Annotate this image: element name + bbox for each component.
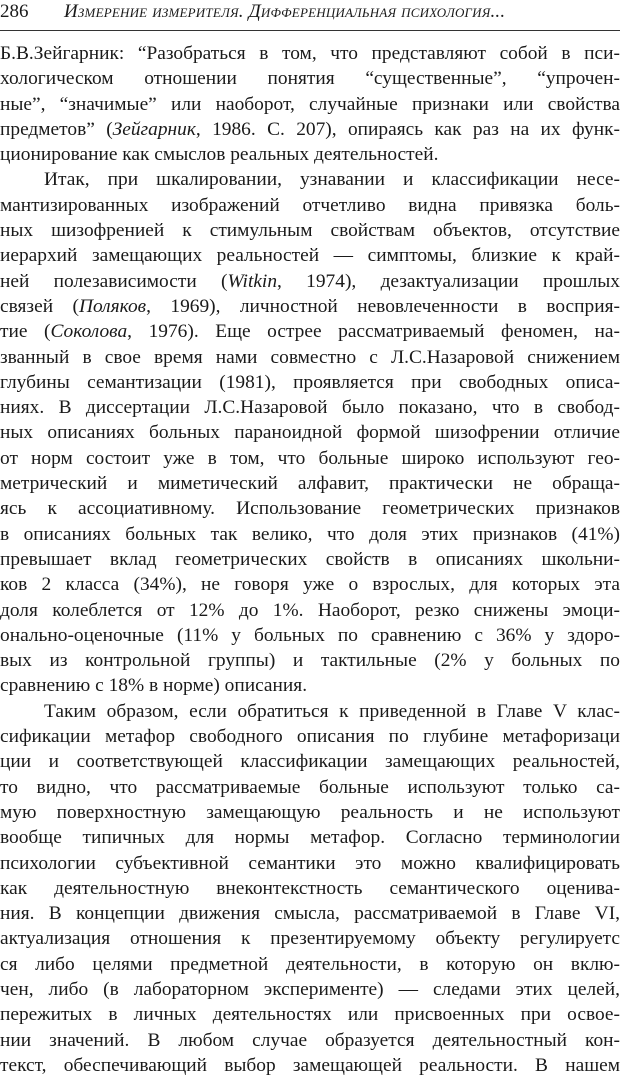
text-run: ных шизофренией к стимульным свойствам объектов, отсутствие xyxy=(0,220,620,242)
text-run: Таким образом, если обратиться к приведенной в Главе V клас- xyxy=(44,700,620,722)
text-run: Б.В.Зейгарник: “Разобраться в том, что представляют собой в пси- xyxy=(0,43,620,64)
text-line xyxy=(0,673,620,698)
text-line xyxy=(0,243,620,268)
text-run: ции и соответствующей классификации замещающих реальностей, xyxy=(0,751,620,773)
text-run: сравнению с 18% в норме) описания. xyxy=(0,675,308,697)
text-line xyxy=(0,345,620,370)
text-line xyxy=(0,294,620,319)
text-run: то видно, что рассматриваемые больные используют только са- xyxy=(0,776,620,798)
text-run: иерархий замещающих реальностей — симптомы, близкие к край- xyxy=(0,245,620,267)
text-line xyxy=(0,117,620,142)
text-line xyxy=(0,699,620,724)
text-line xyxy=(0,749,620,774)
text-line xyxy=(0,66,620,91)
text-run: хологическом отношении понятия “существенные”, “упрочен- xyxy=(0,68,620,90)
text-line xyxy=(0,269,620,294)
text-line xyxy=(0,496,620,521)
text-run: предметов” ( xyxy=(0,118,113,140)
text-run: званный в свое время нами совместно с Л.С.Назаровой снижением xyxy=(0,346,620,368)
text-run: ков 2 класса (34%), не говоря уже о взрослых, для которых эта xyxy=(0,574,620,596)
running-header xyxy=(0,0,620,26)
text-run: мую поверхностную замещающую реальность и не используют xyxy=(0,801,620,823)
text-run: мантизированных изображений отчетливо видна привязка боль- xyxy=(0,194,620,216)
header-rule xyxy=(0,30,620,31)
text-line xyxy=(0,851,620,876)
text-line xyxy=(0,623,620,648)
paragraph xyxy=(0,167,620,698)
text-run: , 1976). Еще острее рассматриваемый феномен, на- xyxy=(127,321,620,343)
text-run: Итак, при шкалировании, узнавании и классификации несе- xyxy=(44,169,620,191)
text-line xyxy=(0,1053,620,1078)
text-run: ней полезависимости ( xyxy=(0,270,228,292)
text-line xyxy=(0,825,620,850)
text-run: вообще типичных для нормы метафор. Согласно терминологии xyxy=(0,827,620,849)
running-title: Измерение измерителя. Дифференциальная психология... xyxy=(64,1,506,22)
text-run: нии значений. В любом случае образуется деятельностный кон- xyxy=(0,1029,620,1051)
text-line xyxy=(0,395,620,420)
text-line xyxy=(0,800,620,825)
text-run: в описаниях больных так велико, что доля этих признаков (41%) xyxy=(0,523,620,545)
text-line xyxy=(0,193,620,218)
text-run: , 1986. С. 207), опираясь как раз на их функ- xyxy=(195,118,620,140)
text-run: ниях. В диссертации Л.С.Назаровой было показано, что в свобод- xyxy=(0,397,620,419)
italic-citation: Соколова xyxy=(50,321,128,343)
text-run: доля колеблется от 12% до 1%. Наоборот, резко снижены эмоци- xyxy=(0,599,620,621)
text-line xyxy=(0,471,620,496)
text-line xyxy=(0,724,620,749)
text-line xyxy=(0,522,620,547)
text-run: пережитых в личных деятельностях или присвоенных при освое- xyxy=(0,1004,620,1026)
text-line xyxy=(0,167,620,192)
paragraph xyxy=(0,699,620,1078)
text-run: онально-оценочные (11% у больных по сравнению с 36% у здоро- xyxy=(0,624,620,646)
text-line xyxy=(0,92,620,117)
italic-citation: Поляков xyxy=(78,295,147,317)
text-run: психологии субъективной семантики это можно квалифицировать xyxy=(0,852,620,874)
paragraph xyxy=(0,41,620,167)
text-run: ния. В концепции движения смысла, рассматриваемой в Главе VI, xyxy=(0,903,620,925)
text-run: чен, либо (в лабораторном эксперименте) — следами этих целей, xyxy=(0,978,620,1000)
text-run: , 1969), личностной невовлеченности в восприя- xyxy=(146,295,620,317)
text-line xyxy=(0,446,620,471)
text-run: вых из контрольной группы) и тактильные (2% у больных по xyxy=(0,650,620,672)
text-run: глубины семантизации (1981), проявляется при свободных описа- xyxy=(0,371,620,393)
text-line xyxy=(0,142,620,167)
italic-citation: Witkin xyxy=(227,270,278,292)
text-line xyxy=(0,952,620,977)
text-run: актуализация отношения к презентируемому объекту регулируетс xyxy=(0,928,620,950)
text-line xyxy=(0,420,620,445)
text-run: превышает вклад геометрических свойств в описаниях школьни- xyxy=(0,548,620,570)
text-line xyxy=(0,1028,620,1053)
text-line xyxy=(0,547,620,572)
text-run: как деятельностную внеконтекстность семантического оценива- xyxy=(0,877,620,899)
text-run: ные”, “значимые” или наоборот, случайные признаки или свойства xyxy=(0,93,620,115)
text-line xyxy=(0,1002,620,1027)
text-line xyxy=(0,370,620,395)
text-line xyxy=(0,901,620,926)
text-line xyxy=(0,319,620,344)
text-line xyxy=(0,598,620,623)
text-run: ясь к ассоциативному. Использование геометрических признаков xyxy=(0,498,620,520)
text-run: текст, обеспечивающий выбор замещающей реальности. В нашем xyxy=(0,1054,620,1076)
text-line xyxy=(0,977,620,1002)
text-line xyxy=(0,572,620,597)
page-number: 286 xyxy=(0,1,29,22)
text-line xyxy=(0,648,620,673)
text-line xyxy=(0,41,620,66)
italic-citation: Зейгарник xyxy=(112,118,196,140)
text-line xyxy=(0,926,620,951)
text-run: сификации метафор свободного описания по глубине метафоризаци xyxy=(0,726,620,748)
text-run: ных описаниях больных параноидной формой шизофрении отличие xyxy=(0,422,620,444)
body-text xyxy=(0,41,620,1078)
text-line xyxy=(0,775,620,800)
text-line xyxy=(0,218,620,243)
text-run: от норм состоит уже в том, что больные широко используют гео- xyxy=(0,447,620,469)
text-run: , 1974), дезактуализации прошлых xyxy=(277,270,620,292)
text-run: ся либо целями предметной деятельности, в которую он вклю- xyxy=(0,953,620,975)
text-run: связей ( xyxy=(0,295,79,317)
text-run: тие ( xyxy=(0,321,51,343)
text-run: метрический и миметический алфавит, практически не обраща- xyxy=(0,473,620,495)
text-run: ционирование как смыслов реальных деятельностей. xyxy=(0,144,439,166)
text-line xyxy=(0,876,620,901)
